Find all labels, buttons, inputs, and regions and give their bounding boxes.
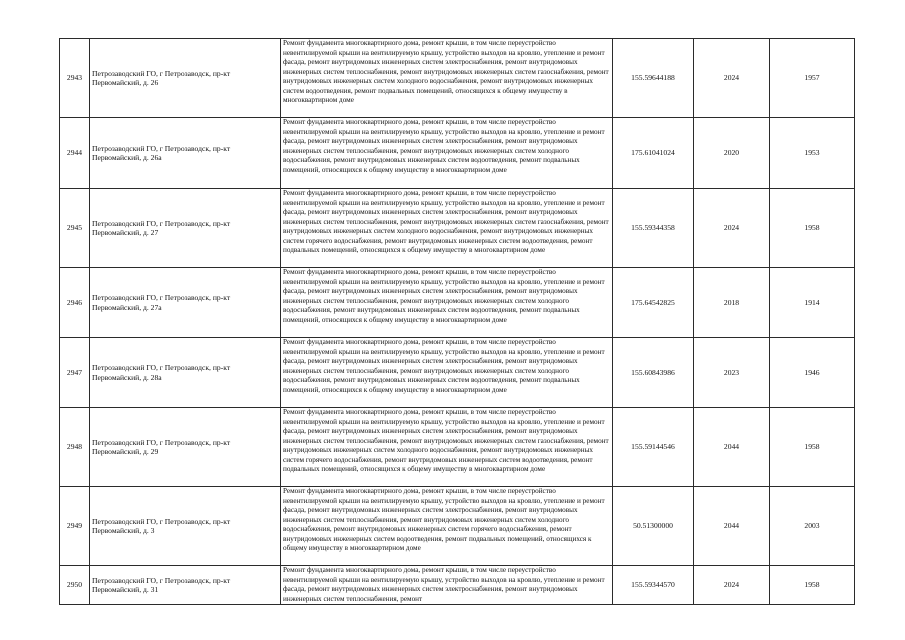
table-row [60,566,855,605]
address-cell: Петрозаводский ГО, г Петрозаводск, пр-кт Первомайский, д. 27а [90,268,281,338]
planned-year-cell: 2044 [694,408,770,487]
row-number: 2948 [60,408,90,487]
address-cell: Петрозаводский ГО, г Петрозаводск, пр-кт Первомайский, д. 31 [90,566,281,605]
table-row [60,338,855,408]
table-row [60,408,855,487]
works-cell: Ремонт фундамента многоквартирного дома, ремонт крыши, в том числе переустройство невентилируемой крыши на вентилируемую крышу, устройство выходов на кровлю, утепление и ремонт фасада, ремонт внутридомовых инженерных систем электроснабжения, ремонт внутридомовых инженерных систем теплоснабжения, ремонт внутридомовых инженерных систем газоснабжения, ремонт внутридомовых инженерных систем холодного водоснабжения, ремонт внутридомовых инженерных систем горячего водоснабжения, ремонт внутридомовых инженерных систем водоотведения, ремонт подвальных помещений, относящихся к общему имуществу в многоквартирном доме [281,408,613,487]
address-cell: Петрозаводский ГО, г Петрозаводск, пр-кт Первомайский, д. 26 [90,39,281,118]
row-number: 2943 [60,39,90,118]
row-number: 2950 [60,566,90,605]
row-number: 2947 [60,338,90,408]
table-row [60,487,855,566]
built-year-cell: 1957 [770,39,855,118]
works-cell: Ремонт фундамента многоквартирного дома, ремонт крыши, в том числе переустройство невентилируемой крыши на вентилируемую крышу, устройство выходов на кровлю, утепление и ремонт фасада, ремонт внутридомовых инженерных систем электроснабжения, ремонт внутридомовых инженерных систем теплоснабжения, ремонт внутридомовых инженерных систем холодного водоснабжения, ремонт внутридомовых инженерных систем водоотведения, ремонт подвальных помещений, относящихся к общему имуществу в многоквартирном доме [281,338,613,408]
table-row [60,268,855,338]
table-row [60,39,855,118]
built-year-cell: 1914 [770,268,855,338]
works-cell: Ремонт фундамента многоквартирного дома, ремонт крыши, в том числе переустройство невентилируемой крыши на вентилируемую крышу, устройство выходов на кровлю, утепление и ремонт фасада, ремонт внутридомовых инженерных систем электроснабжения, ремонт внутридомовых инженерных систем теплоснабжения, ремонт [281,566,613,605]
planned-year-cell: 2044 [694,487,770,566]
cost-cell: 50.51300000 [613,487,694,566]
built-year-cell: 1946 [770,338,855,408]
planned-year-cell: 2018 [694,268,770,338]
built-year-cell: 1958 [770,566,855,605]
row-number: 2945 [60,189,90,268]
cost-cell: 155.59344358 [613,189,694,268]
address-cell: Петрозаводский ГО, г Петрозаводск, пр-кт Первомайский, д. 28а [90,338,281,408]
planned-year-cell: 2024 [694,566,770,605]
row-number: 2946 [60,268,90,338]
planned-year-cell: 2023 [694,338,770,408]
document-page [59,38,854,605]
planned-year-cell: 2020 [694,118,770,189]
works-cell: Ремонт фундамента многоквартирного дома, ремонт крыши, в том числе переустройство невентилируемой крыши на вентилируемую крышу, устройство выходов на кровлю, утепление и ремонт фасада, ремонт внутридомовых инженерных систем электроснабжения, ремонт внутридомовых инженерных систем теплоснабжения, ремонт внутридомовых инженерных систем холодного водоснабжения, ремонт внутридомовых инженерных систем водоотведения, ремонт подвальных помещений, относящихся к общему имуществу в многоквартирном доме [281,118,613,189]
works-cell: Ремонт фундамента многоквартирного дома, ремонт крыши, в том числе переустройство невентилируемой крыши на вентилируемую крышу, устройство выходов на кровлю, утепление и ремонт фасада, ремонт внутридомовых инженерных систем электроснабжения, ремонт внутридомовых инженерных систем теплоснабжения, ремонт внутридомовых инженерных систем холодного водоснабжения, ремонт внутридомовых инженерных систем водоотведения, ремонт подвальных помещений, относящихся к общему имуществу в многоквартирном доме [281,268,613,338]
capital-repair-table [59,38,855,605]
cost-cell: 155.59344570 [613,566,694,605]
address-cell: Петрозаводский ГО, г Петрозаводск, пр-кт Первомайский, д. 29 [90,408,281,487]
cost-cell: 175.64542825 [613,268,694,338]
works-cell: Ремонт фундамента многоквартирного дома, ремонт крыши, в том числе переустройство невентилируемой крыши на вентилируемую крышу, устройство выходов на кровлю, утепление и ремонт фасада, ремонт внутридомовых инженерных систем электроснабжения, ремонт внутридомовых инженерных систем теплоснабжения, ремонт внутридомовых инженерных систем холодного водоснабжения, ремонт внутридомовых инженерных систем горячего водоснабжения, ремонт внутридомовых инженерных систем водоотведения, ремонт подвальных помещений, относящихся к общему имуществу в многоквартирном доме [281,487,613,566]
row-number: 2944 [60,118,90,189]
built-year-cell: 1958 [770,408,855,487]
planned-year-cell: 2024 [694,39,770,118]
cost-cell: 155.59644188 [613,39,694,118]
works-cell: Ремонт фундамента многоквартирного дома, ремонт крыши, в том числе переустройство невентилируемой крыши на вентилируемую крышу, устройство выходов на кровлю, утепление и ремонт фасада, ремонт внутридомовых инженерных систем электроснабжения, ремонт внутридомовых инженерных систем теплоснабжения, ремонт внутридомовых инженерных систем газоснабжения, ремонт внутридомовых инженерных систем холодного водоснабжения, ремонт внутридомовых инженерных систем горячего водоснабжения, ремонт внутридомовых инженерных систем водоотведения, ремонт подвальных помещений, относящихся к общему имуществу в многоквартирном доме [281,189,613,268]
planned-year-cell: 2024 [694,189,770,268]
address-cell: Петрозаводский ГО, г Петрозаводск, пр-кт Первомайский, д. 26а [90,118,281,189]
built-year-cell: 2003 [770,487,855,566]
works-cell: Ремонт фундамента многоквартирного дома, ремонт крыши, в том числе переустройство невентилируемой крыши на вентилируемую крышу, устройство выходов на кровлю, утепление и ремонт фасада, ремонт внутридомовых инженерных систем электроснабжения, ремонт внутридомовых инженерных систем теплоснабжения, ремонт внутридомовых инженерных систем газоснабжения, ремонт внутридомовых инженерных систем холодного водоснабжения, ремонт внутридомовых инженерных систем водоотведения, ремонт подвальных помещений, относящихся к общему имуществу в многоквартирном доме [281,39,613,118]
table-row [60,118,855,189]
row-number: 2949 [60,487,90,566]
address-cell: Петрозаводский ГО, г Петрозаводск, пр-кт Первомайский, д. 3 [90,487,281,566]
cost-cell: 155.59144546 [613,408,694,487]
address-cell: Петрозаводский ГО, г Петрозаводск, пр-кт Первомайский, д. 27 [90,189,281,268]
table-row [60,189,855,268]
built-year-cell: 1953 [770,118,855,189]
cost-cell: 155.60843986 [613,338,694,408]
cost-cell: 175.61041024 [613,118,694,189]
built-year-cell: 1958 [770,189,855,268]
